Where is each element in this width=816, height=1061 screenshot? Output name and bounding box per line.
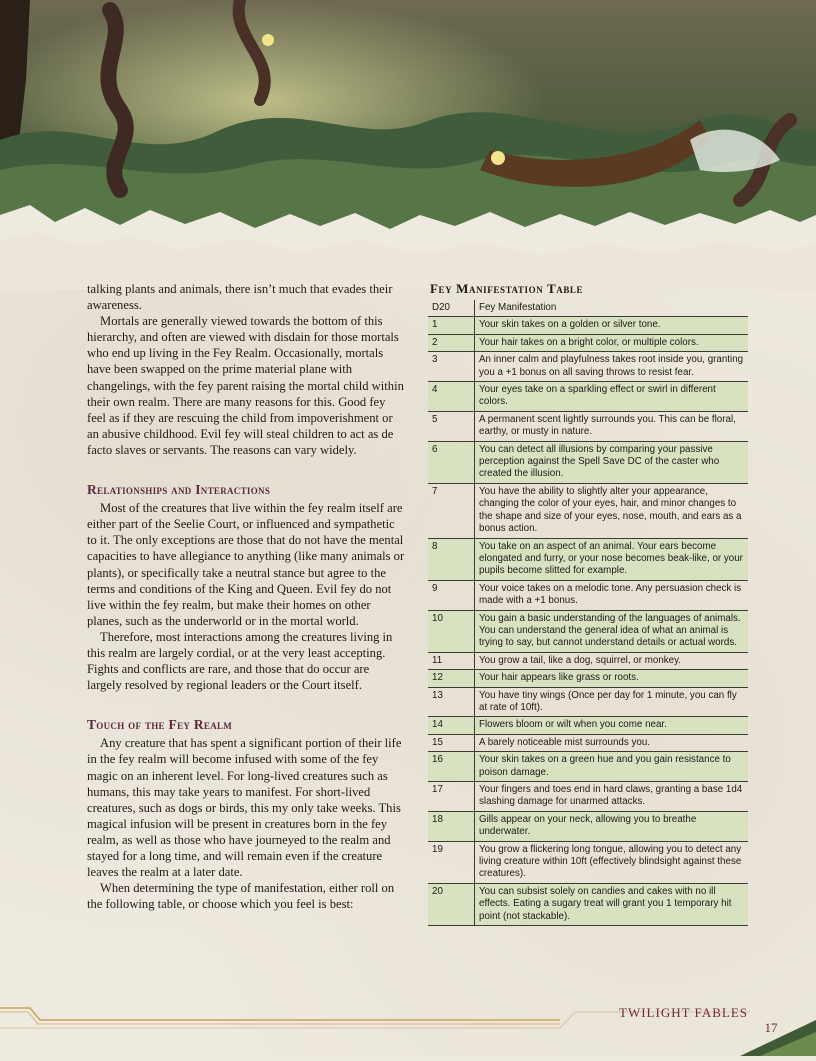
fey-manifestation-table [428,300,748,926]
row-text: A permanent scent lightly surrounds you. This can be floral, earthy, or musty in nature. [475,411,749,441]
row-text: You have tiny wings (Once per day for 1 minute, you can fly at rate of 10ft). [475,687,749,717]
row-roll: 15 [428,734,475,751]
footer-book-title: TWILIGHT FABLES [619,1005,748,1020]
table-row [428,687,748,717]
table-row [428,411,748,441]
row-roll: 16 [428,752,475,782]
table-row [428,734,748,751]
row-text: Your skin takes on a golden or silver tone. [475,317,749,334]
row-text: You can subsist solely on candies and cakes with no ill effects. Eating a sugary treat will grant you 1 temporary hit point (not stackable). [475,883,749,925]
touch-paragraph-1: Any creature that has spent a significant portion of their life in the fey realm will become infused with some of the fey magic on an inherent level. For long-lived creatures such as humans, this may take years to manifest. For short-lived creatures, such as dogs or birds, this my only take weeks. This magical infusion will be present in creatures born in the fey realm, as well as those who have journeyed to the realm and stayed for a long time, and will remain even if the creature leaves the realm at a later date. [87,736,402,880]
right-column [428,281,748,926]
row-text: An inner calm and playfulness takes root inside you, granting you a +1 bonus on all saving throws to resist fear. [475,352,749,382]
table-row [428,670,748,687]
page-number: 17 [764,1020,778,1035]
row-text: Your hair takes on a bright color, or multiple colors. [475,334,749,351]
header-illustration [0,0,816,290]
relationships-paragraph-1: Most of the creatures that live within the fey realm itself are either part of the Seelie Court, or influenced and sympathetic to it. The only exceptions are those that do not have the mental capacities to have allegiance to anything (like many animals or plants), or specifically take a neutral stance but agree to the terms and conditions of the King and Queen. Evil fey do not live within the fey realm, but make their homes on other planes, such as the underworld or in the mortal world. [87,501,405,628]
row-text: You grow a tail, like a dog, squirrel, or monkey. [475,652,749,669]
row-roll: 3 [428,352,475,382]
table-row [428,334,748,351]
relationships-heading: Relationships and Interactions [87,482,271,498]
intro-paragraph-2: Mortals are generally viewed towards the bottom of this hierarchy, and often are viewed with disdain for those mortals who end up living in the Fey Realm. Occasionally, mortals have been swapped on the prime material plane with changelings, with the fey parent raising the mortal child within their own realm. There are many reasons for this. Good fey feel as if they are rescuing the child from impoverishment or an abusive childhood. Evil fey will steal children to act as de facto slaves or servants. The reasons can vary widely. [87,314,404,457]
row-roll: 1 [428,317,475,334]
row-text: You take on an aspect of an animal. Your ears become elongated and furry, or your nose becomes beak-like, or your pupils become slitted for example. [475,538,749,580]
table-row [428,580,748,610]
row-roll: 7 [428,483,475,538]
header-manifestation: Fey Manifestation [475,300,749,317]
table-header-row [428,300,748,317]
row-text: A barely noticeable mist surrounds you. [475,734,749,751]
row-roll: 2 [428,334,475,351]
table-row [428,717,748,734]
row-text: You grow a flickering long tongue, allowing you to detect any living creature within 10ft (effectively blindsight against these creatures). [475,841,749,883]
row-text: You have the ability to slightly alter your appearance, changing the color of your eyes, hair, and minor changes to the shape and size of your eyes, nose, mouth, and ears as a bonus action. [475,483,749,538]
table-row [428,883,748,925]
row-roll: 13 [428,687,475,717]
row-text: You gain a basic understanding of the languages of animals. You can understand the general idea of what an animal is trying to say, but cannot understand details or actual words. [475,610,749,652]
row-roll: 18 [428,811,475,841]
row-text: Gills appear on your neck, allowing you to breathe underwater. [475,811,749,841]
row-roll: 11 [428,652,475,669]
row-text: Your skin takes on a green hue and you gain resistance to poison damage. [475,752,749,782]
table-row [428,610,748,652]
row-roll: 9 [428,580,475,610]
table-row [428,538,748,580]
table-row [428,382,748,412]
table-row [428,782,748,812]
row-roll: 4 [428,382,475,412]
row-text: Your eyes take on a sparkling effect or swirl in different colors. [475,382,749,412]
table-row [428,317,748,334]
row-roll: 17 [428,782,475,812]
table-row [428,752,748,782]
row-text: Your fingers and toes end in hard claws, granting a base 1d4 slashing damage for unarmed attacks. [475,782,749,812]
touch-paragraph-2: When determining the type of manifestation, either roll on the following table, or choose which you feel is best: [87,881,395,912]
row-text: You can detect all illusions by comparing your passive perception against the Spell Save DC of the caster who created the illusion. [475,441,749,483]
row-roll: 14 [428,717,475,734]
left-column [87,281,405,912]
touch-heading: Touch of the Fey Realm [87,717,233,733]
row-roll: 8 [428,538,475,580]
row-text: Your voice takes on a melodic tone. Any persuasion check is made with a +1 bonus. [475,580,749,610]
table-row [428,352,748,382]
row-roll: 20 [428,883,475,925]
header-d20: D20 [428,300,475,317]
table-row [428,652,748,669]
table-row [428,811,748,841]
row-roll: 6 [428,441,475,483]
row-text: Flowers bloom or wilt when you come near. [475,717,749,734]
table-row [428,483,748,538]
table-title: Fey Manifestation Table [430,281,584,296]
row-text: Your hair appears like grass or roots. [475,670,749,687]
intro-paragraph-1: talking plants and animals, there isn’t much that evades their awareness. [87,282,393,313]
row-roll: 19 [428,841,475,883]
table-row [428,841,748,883]
table-row [428,441,748,483]
row-roll: 5 [428,411,475,441]
row-roll: 12 [428,670,475,687]
relationships-paragraph-2: Therefore, most interactions among the creatures living in this realm are largely cordial, or at the very least accepting. Fights and conflicts are rare, and those that do occur are largely resolved by regional leaders or the Court itself. [87,629,393,693]
row-roll: 10 [428,610,475,652]
